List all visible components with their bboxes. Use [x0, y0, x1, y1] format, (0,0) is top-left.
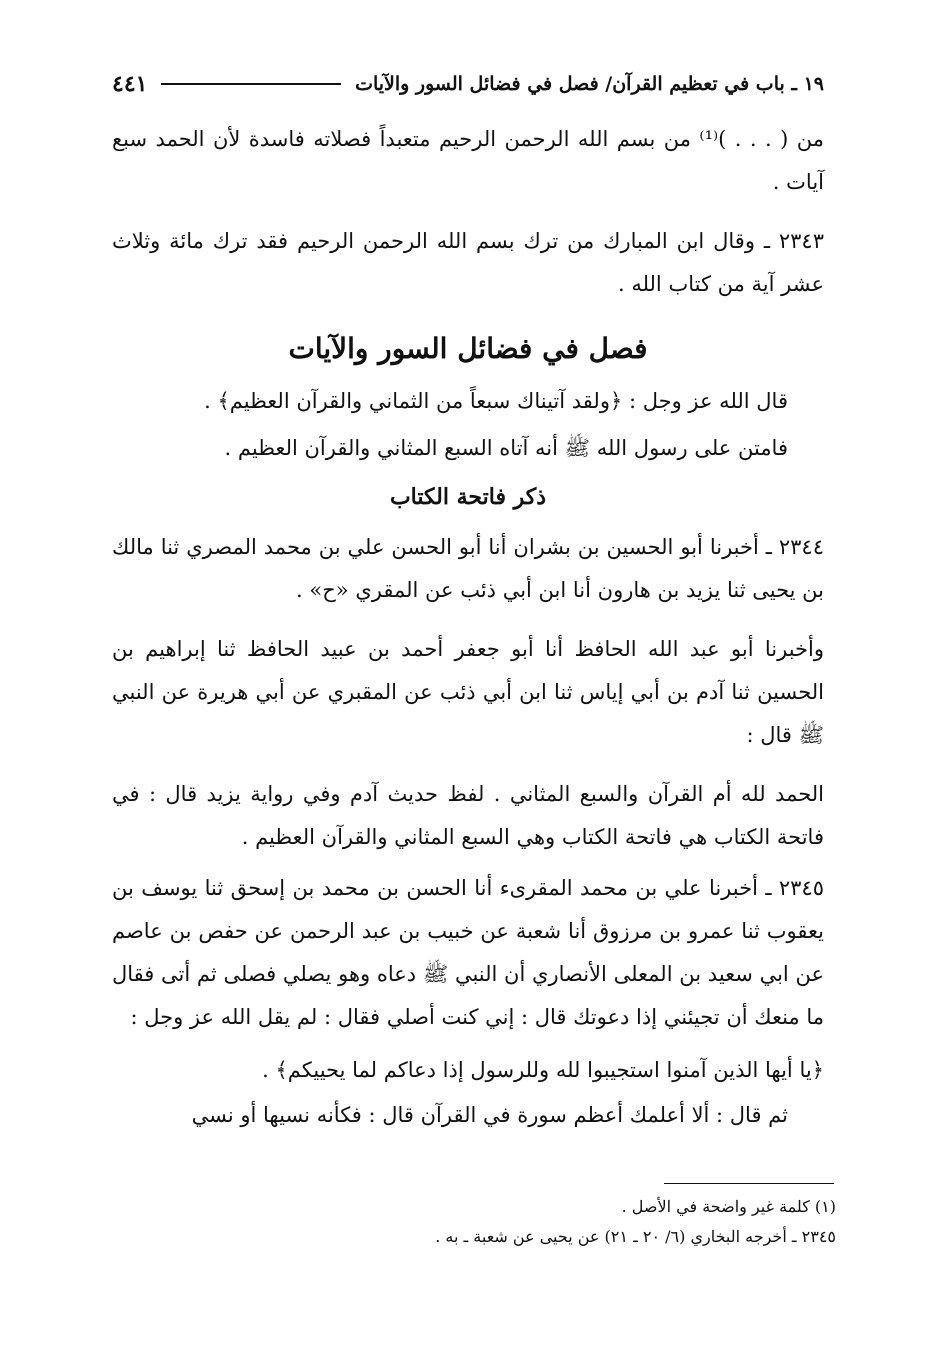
footnote-2345: ٢٣٤٥ ـ أخرجه البخاري (٦/ ٢٠ ـ ٢١) عن يحيى عن شعبة ـ به .: [435, 1227, 836, 1246]
quran-verse-quote: قال الله عز وجل : ﴿ولقد آتيناك سبعاً من الثماني والقرآن العظيم﴾ .: [204, 389, 788, 413]
running-header: [112, 66, 824, 102]
main-text: [112, 118, 824, 1153]
page-number: ٤٤١: [112, 71, 148, 97]
paragraph-hadith-text: الحمد لله أم القرآن والسبع المثاني . لفظ حديث آدم وفي رواية يزيد قال : في فاتحة الكتاب هي فاتحة الكتاب وهي السبع المثاني والقرآن العظيم .: [112, 782, 824, 849]
footnotes: [112, 1192, 836, 1252]
paragraph-2345: ٢٣٤٥ ـ أخبرنا علي بن محمد المقرىء أنا الحسن بن محمد بن إسحق ثنا يوسف بن يعقوب ثنا عمرو بن مرزوق أنا شعبة عن خبيب بن عبد الرحمن عن حفص بن عاصم عن ابي سعيد بن المعلى الأنصاري أن النبي ﷺ دعاه وهو يصلي فصلى ثم أتى فقال ما منعك أن تجيئني إذا دعوتك قال : إني كنت أصلي فقال : لم يقل الله عز وجل :: [112, 876, 824, 1029]
footnote-1: (١) كلمة غير واضحة في الأصل .: [621, 1197, 836, 1216]
header-rule: [161, 83, 341, 85]
paragraph-2344: ٢٣٤٤ ـ أخبرنا أبو الحسين بن بشران أنا أبو الحسن علي بن محمد المصري ثنا مالك بن يحيى ثنا يزيد بن هارون أنا ابن أبي ذئب عن المقري «ح» .: [112, 535, 824, 602]
paragraph-1: من ( . . . )⁽¹⁾ من بسم الله الرحمن الرحيم متعبداً فصلاته فاسدة لأن الحمد سبع آيات .: [112, 127, 824, 194]
footnote-rule: [664, 1183, 834, 1184]
paragraph-continuation: ثم قال : ألا أعلمك أعظم سورة في القرآن قال : فكأنه نسيها أو نسي: [191, 1103, 788, 1127]
quran-verse-quote-2: ﴿يا أيها الذين آمنوا استجيبوا لله وللرسول إذا دعاكم لما يحييكم﴾ .: [262, 1058, 824, 1082]
chapter-title: ١٩ ـ باب في تعظيم القرآن/ فصل في فضائل السور والآيات: [355, 73, 824, 95]
paragraph-commentary: فامتن على رسول الله ﷺ أنه آتاه السبع المثاني والقرآن العظيم .: [224, 436, 788, 460]
paragraph-2343: ٢٣٤٣ ـ وقال ابن المبارك من ترك بسم الله الرحمن الرحيم فقد ترك مائة وثلاث عشر آية من كتاب الله .: [112, 229, 824, 296]
section-heading: فصل في فضائل السور والآيات: [288, 332, 648, 365]
subsection-heading: ذكر فاتحة الكتاب: [389, 484, 547, 510]
paragraph-isnad-2: وأخبرنا أبو عبد الله الحافظ أنا أبو جعفر أحمد بن عبيد الحافظ ثنا إبراهيم بن الحسين ثنا آدم بن أبي إياس ثنا ابن أبي ذئب عن المقبري عن أبي هريرة عن النبي ﷺ قال :: [112, 637, 824, 747]
